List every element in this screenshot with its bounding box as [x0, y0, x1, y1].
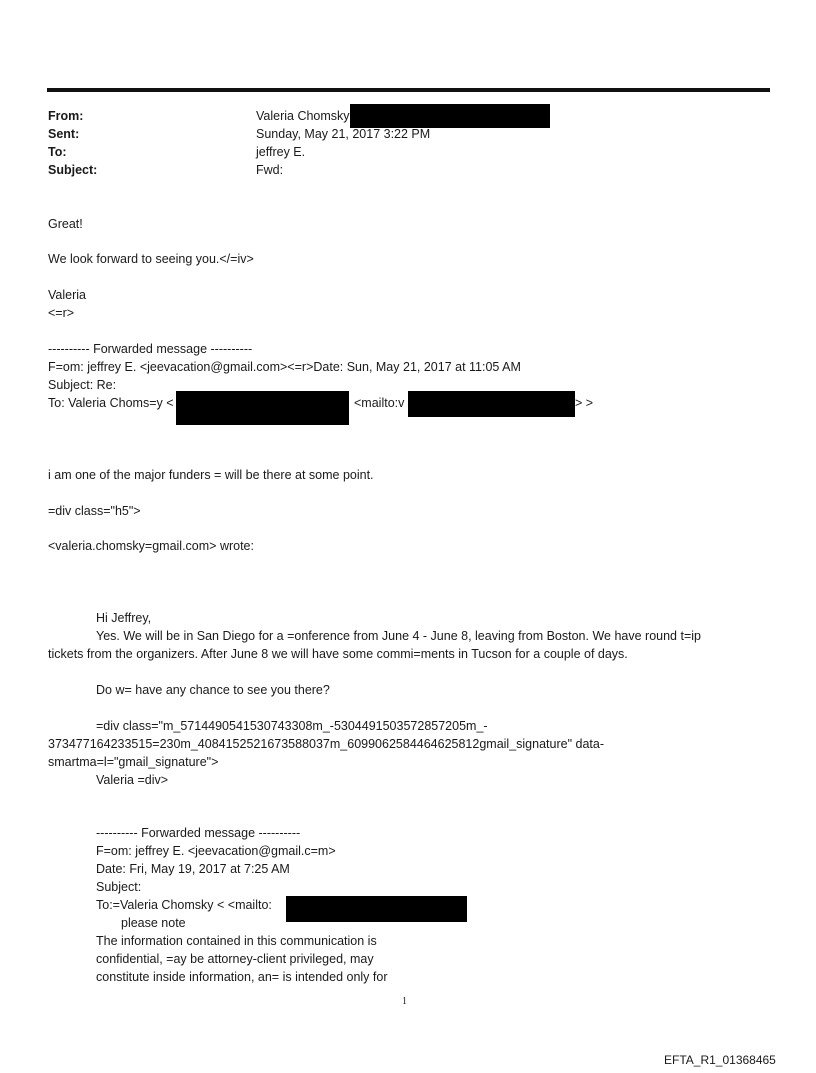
body-line: Date: Fri, May 19, 2017 at 7:25 AM [96, 862, 290, 876]
from-value: Valeria Chomsky [256, 109, 350, 123]
forwarded-divider: ---------- Forwarded message ---------- [48, 342, 253, 356]
body-line: We look forward to seeing you.</=iv> [48, 252, 254, 266]
redaction-box [286, 896, 467, 922]
body-line: Yes. We will be in San Diego for a =onference from June 4 - June 8, leaving from Boston. We have round t=ip [96, 629, 701, 643]
body-line: <mailto:v [354, 396, 405, 410]
to-label: To: [48, 145, 67, 159]
sent-value: Sunday, May 21, 2017 3:22 PM [256, 127, 431, 141]
body-line: <=r> [48, 306, 75, 320]
body-line: i am one of the major funders = will be there at some point. [48, 468, 374, 482]
document-id: EFTA_R1_01368465 [664, 1053, 776, 1067]
redaction-box [176, 391, 349, 425]
body-line: smartma=l="gmail_signature"> [48, 755, 219, 769]
body-line: 373477164233515=230m_4084152521673588037m_6099062584464625812gmail_signature" data- [48, 737, 604, 751]
body-line: constitute inside information, an= is intended only for [96, 970, 388, 984]
subject-label: Subject: [48, 163, 98, 177]
body-line: Valeria =div> [96, 773, 169, 787]
redaction-box [408, 391, 575, 417]
page-number: 1 [402, 996, 407, 1007]
header-rule [47, 88, 770, 92]
forwarded-divider: ---------- Forwarded message ---------- [96, 826, 301, 840]
body-line: =div class="h5"> [48, 504, 141, 518]
body-line: The information contained in this communication is [96, 934, 377, 948]
redaction-box [350, 104, 550, 128]
body-line: F=om: jeffrey E. <jeevacation@gmail.com><=r>Date: Sun, May 21, 2017 at 11:05 AM [48, 360, 521, 374]
body-line: F=om: jeffrey E. <jeevacation@gmail.c=m> [96, 844, 336, 858]
body-line: > > [575, 396, 594, 410]
body-line: confidential, =ay be attorney-client privileged, may [96, 952, 374, 966]
body-line: Subject: Re: [48, 378, 117, 392]
body-line: Subject: [96, 880, 142, 894]
body-line: =div class="m_5714490541530743308m_-5304491503572857205m_- [96, 719, 488, 733]
body-line: To: Valeria Choms=y < [48, 396, 174, 410]
body-line: please note [121, 916, 186, 930]
body-line: tickets from the organizers. After June 8 we will have some commi=ments in Tucson for a couple of days. [48, 647, 628, 661]
body-line: Do w= have any chance to see you there? [96, 683, 330, 697]
to-value: jeffrey E. [256, 145, 306, 159]
subject-value: Fwd: [256, 163, 284, 177]
body-line: To:=Valeria Chomsky < <mailto: [96, 898, 272, 912]
body-line: Hi Jeffrey, [96, 611, 152, 625]
body-line: Valeria [48, 288, 86, 302]
body-line: Great! [48, 217, 83, 231]
from-label: From: [48, 109, 84, 123]
body-line: <valeria.chomsky=gmail.com> wrote: [48, 539, 254, 553]
sent-label: Sent: [48, 127, 80, 141]
